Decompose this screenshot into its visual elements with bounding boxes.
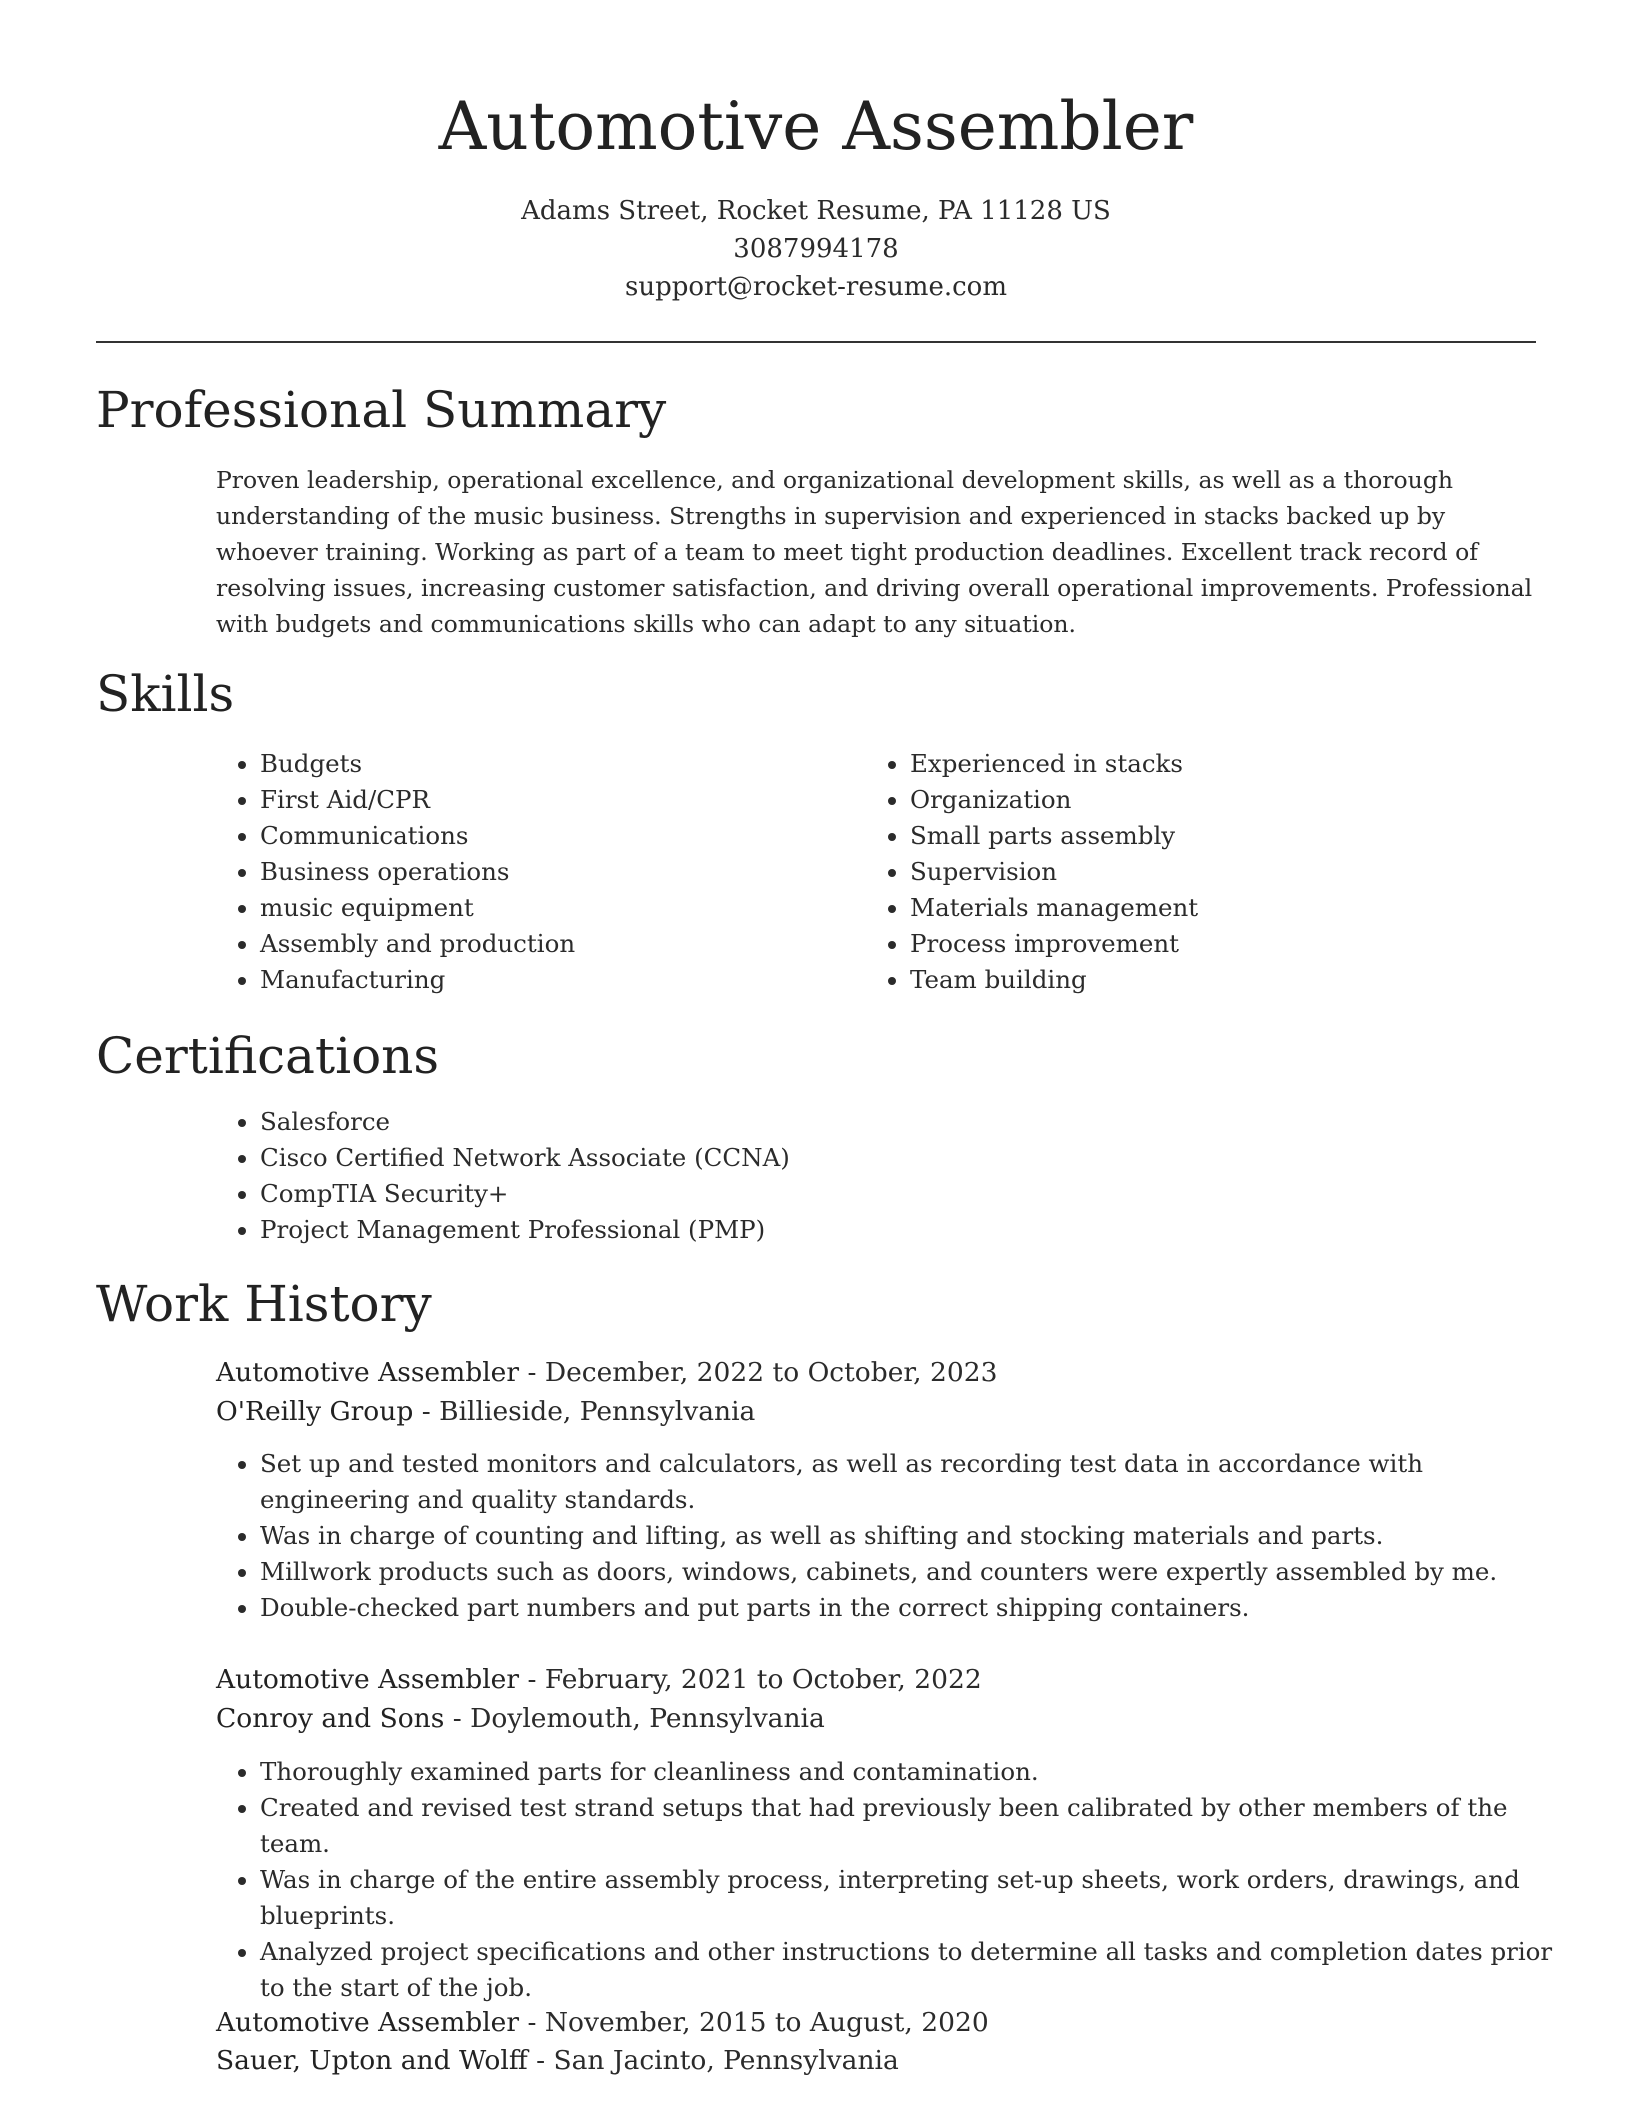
list-item: • Salesforce [260,1104,1460,1140]
list-item: • Small parts assembly [910,818,1510,854]
email: support@rocket-resume.com [624,272,1007,302]
resume-name: Automotive Assembler [438,88,1194,165]
list-item: • Created and revised test strand setups that had previously been calibrated by other members of the team. [260,1790,1560,1862]
work-history-heading: Work History [96,1275,432,1333]
job-dates: November, 2015 to August, 2020 [544,2007,989,2038]
job-company: Conroy and Sons [216,1703,445,1734]
contact-block [96,192,1536,306]
job-title: Automotive Assembler [216,1357,520,1388]
list-item: • Cisco Certified Network Associate (CCNA) [260,1140,1460,1176]
job-title: Automotive Assembler [216,2007,520,2038]
header-divider [96,341,1536,343]
job-location: Billieside, Pennsylvania [439,1396,756,1427]
job-company: O'Reilly Group [216,1396,414,1427]
list-item: • Was in charge of the entire assembly process, interpreting set-up sheets, work orders, drawings, and blueprints. [260,1862,1560,1934]
list-item: • Was in charge of counting and lifting, as well as shifting and stocking materials and parts. [260,1518,1560,1554]
list-item: • Project Management Professional (PMP) [260,1212,1460,1248]
list-item: • Manufacturing [260,962,860,998]
address: Adams Street, Rocket Resume, PA 11128 US [521,196,1111,226]
job-location: Doylemouth, Pennsylvania [470,1703,825,1734]
job-title: Automotive Assembler [216,1664,520,1695]
list-item: • music equipment [260,890,860,926]
list-item: • Budgets [260,746,860,782]
phone: 3087994178 [733,234,899,264]
job-dates: February, 2021 to October, 2022 [544,1664,982,1695]
job-dates: December, 2022 to October, 2023 [544,1357,998,1388]
list-item: • Millwork products such as doors, windows, cabinets, and counters were expertly assembled by me. [260,1554,1560,1590]
summary-text: Proven leadership, operational excellence, and organizational development skills, as well as a thorough understanding of the music business. Strengths in supervision and experienced in stacks backed up by whoever training. Working as part of a team to meet tight production deadlines. Excellent track record of resolving issues, increasing customer satisfaction, and driving overall operational improvements. Professional with budgets and communications skills who can adapt to any situation. [216,466,1533,638]
job-company-line: Conroy and Sons - Doylemouth, Pennsylvania [216,1703,825,1734]
list-item: • Organization [910,782,1510,818]
list-item: • CompTIA Security+ [260,1176,1460,1212]
list-item: • First Aid/CPR [260,782,860,818]
list-item: • Business operations [260,854,860,890]
list-item: • Thoroughly examined parts for cleanliness and contamination. [260,1754,1560,1790]
job-title-line: Automotive Assembler - February, 2021 to October, 2022 [216,1664,982,1695]
job-company-line: O'Reilly Group - Billieside, Pennsylvania [216,1396,756,1427]
list-item: • Analyzed project specifications and other instructions to determine all tasks and completion dates prior to the start of the job. [260,1934,1560,2006]
job-company: Sauer, Upton and Wolff [216,2045,528,2076]
list-item: • Experienced in stacks [910,746,1510,782]
job-company-line: Sauer, Upton and Wolff - San Jacinto, Pennsylvania [216,2045,899,2076]
list-item: • Communications [260,818,860,854]
job-bullets [216,1754,1560,2006]
list-item: • Set up and tested monitors and calculators, as well as recording test data in accordance with engineering and quality standards. [260,1446,1560,1518]
certifications-heading: Certifications [96,1027,440,1085]
list-item: • Materials management [910,890,1510,926]
job-title-line: Automotive Assembler - November, 2015 to August, 2020 [216,2007,989,2038]
list-item: • Team building [910,962,1510,998]
skills-list-left [216,746,860,998]
job-location: San Jacinto, Pennsylvania [553,2045,899,2076]
job-bullets [216,1446,1560,1626]
list-item: • Process improvement [910,926,1510,962]
job-title-line: Automotive Assembler - December, 2022 to October, 2023 [216,1357,998,1388]
list-item: • Double-checked part numbers and put parts in the correct shipping containers. [260,1590,1560,1626]
skills-heading: Skills [96,665,235,723]
list-item: • Assembly and production [260,926,860,962]
summary-heading: Professional Summary [96,381,667,439]
list-item: • Supervision [910,854,1510,890]
certifications-list [216,1104,1460,1248]
skills-list-right [866,746,1510,998]
